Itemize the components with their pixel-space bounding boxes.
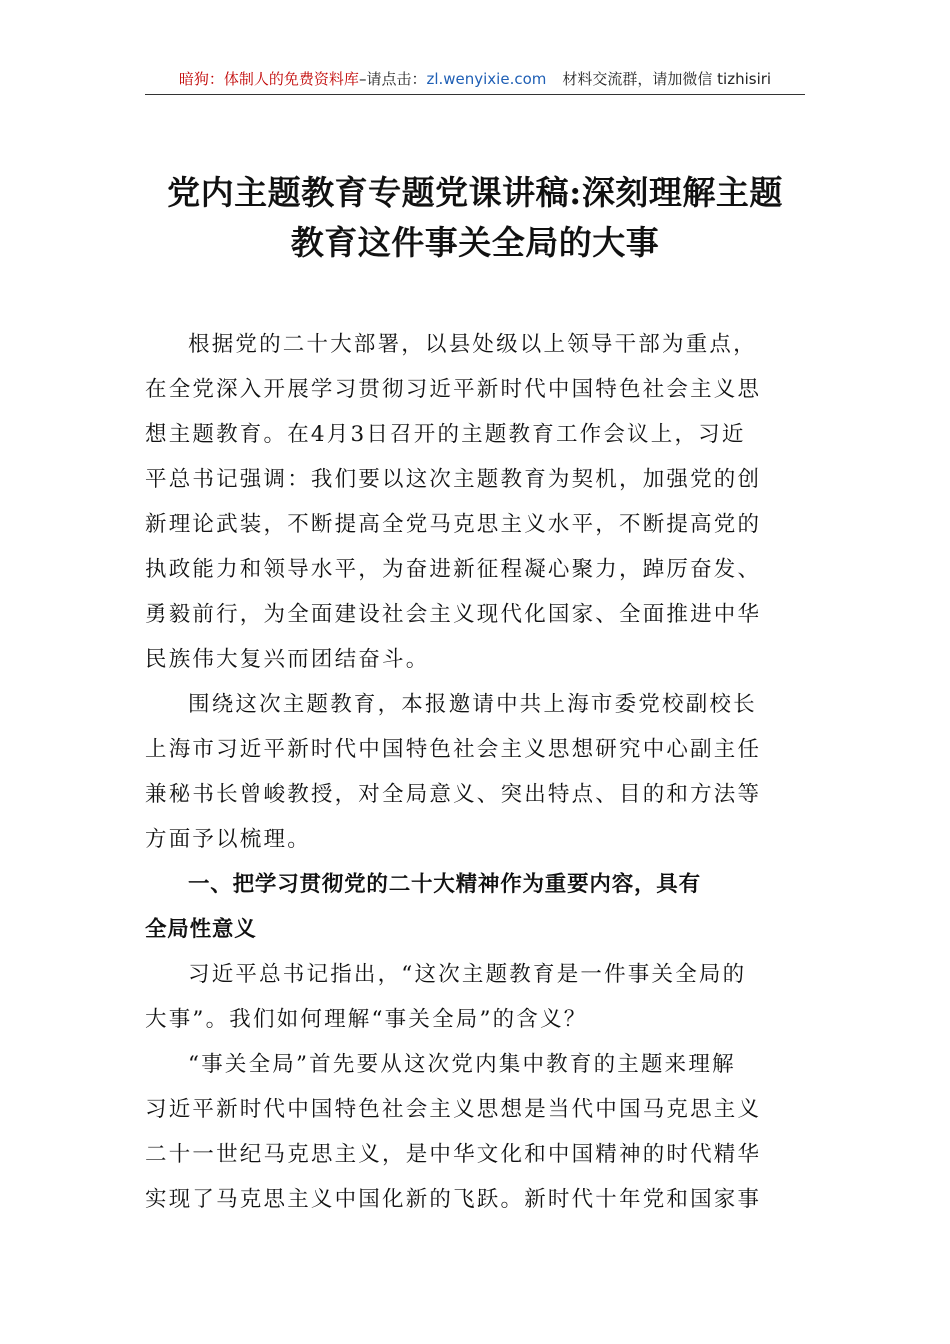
paragraph-line: 根据党的二十大部署，以县处级以上领导干部为重点， — [188, 332, 757, 357]
paragraph-line: 二十一世纪马克思主义，是中华文化和中国精神的时代精华 — [145, 1142, 762, 1167]
paragraph-line: 习近平新时代中国特色社会主义思想是当代中国马克思主义 — [145, 1097, 762, 1122]
heading-line: 一、把学习贯彻党的二十大精神作为重要内容，具有 — [188, 872, 701, 897]
paragraph-line: 实现了马克思主义中国化新的飞跃。新时代十年党和国家事 — [145, 1187, 762, 1212]
header-wechat-note: 材料交流群，请加微信 tizhisiri — [562, 70, 772, 88]
paragraph-line: 在全党深入开展学习贯彻习近平新时代中国特色社会主义思 — [145, 377, 762, 402]
paragraph-line: 民族伟大复兴而团结奋斗。 — [145, 647, 430, 672]
paragraph-line: 上海市习近平新时代中国特色社会主义思想研究中心副主任 — [145, 737, 762, 762]
heading-line: 全局性意义 — [145, 917, 257, 942]
paragraph-line: 勇毅前行，为全面建设社会主义现代化国家、全面推进中华 — [145, 602, 762, 627]
paragraph-line: 方面予以梳理。 — [145, 827, 311, 852]
header-click-prompt: –请点击： — [358, 70, 427, 88]
paragraph-line: 新理论武装，不断提高全党马克思主义水平，不断提高党的 — [145, 512, 762, 537]
paragraph-context — [145, 682, 807, 862]
paragraph-line: “事关全局”首先要从这次党内集中教育的主题来理解 — [188, 1052, 736, 1077]
document-body — [145, 322, 807, 1222]
document-title — [140, 168, 810, 268]
section-heading-1 — [145, 862, 807, 952]
paragraph-line: 大事”。我们如何理解“事关全局”的含义？ — [145, 1007, 588, 1032]
header-site-label: 暗狗：体制人的免费资料库 — [178, 70, 359, 88]
paragraph-line: 围绕这次主题教育，本报邀请中共上海市委党校副校长 — [188, 692, 757, 717]
paragraph-line: 想主题教育。在4月3日召开的主题教育工作会议上，习近 — [145, 422, 746, 447]
paragraph-theme — [145, 1042, 807, 1222]
title-line-1: 党内主题教育专题党课讲稿:深刻理解主题 — [167, 173, 783, 212]
paragraph-line: 平总书记强调：我们要以这次主题教育为契机，加强党的创 — [145, 467, 762, 492]
paragraph-line: 习近平总书记指出，“这次主题教育是一件事关全局的 — [188, 962, 747, 987]
title-line-2: 教育这件事关全局的大事 — [290, 223, 660, 262]
paragraph-line: 兼秘书长曾峻教授，对全局意义、突出特点、目的和方法等 — [145, 782, 762, 807]
header-url-link[interactable]: zl.wenyixie.com — [426, 70, 547, 88]
paragraph-quote — [145, 952, 807, 1042]
paragraph-line: 执政能力和领导水平，为奋进新征程凝心聚力，踔厉奋发、 — [145, 557, 762, 582]
paragraph-intro — [145, 322, 807, 682]
document-header — [145, 64, 805, 95]
